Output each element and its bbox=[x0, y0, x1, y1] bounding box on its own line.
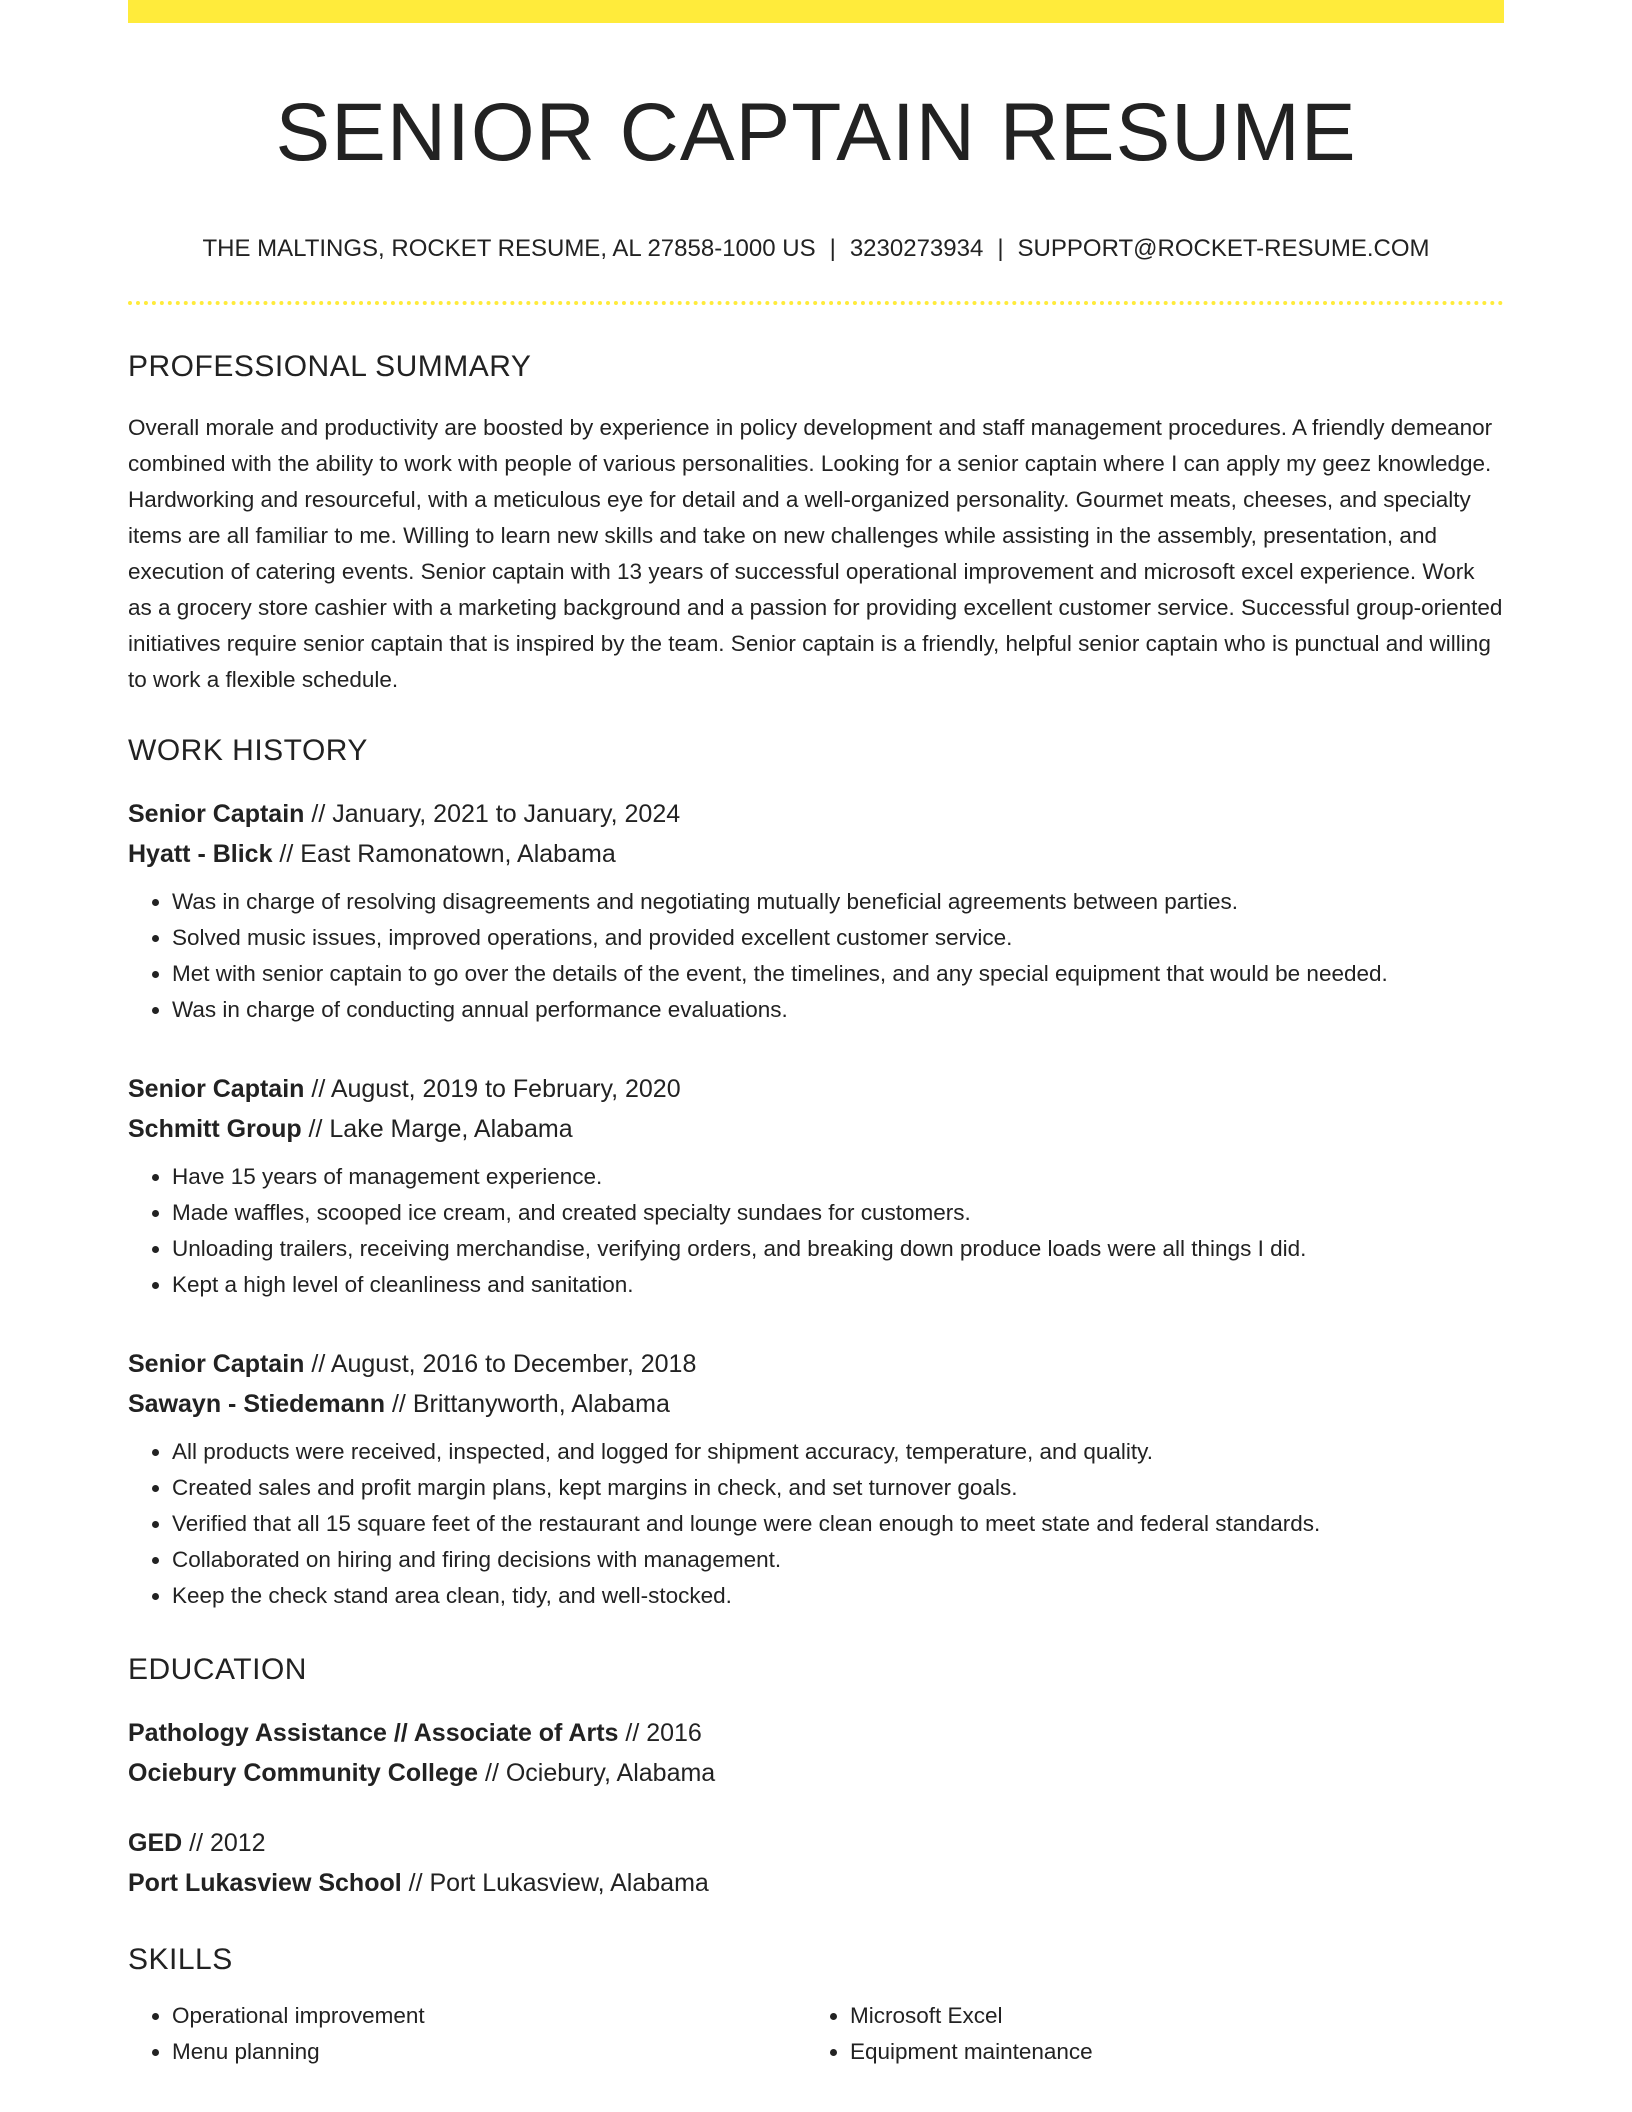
education-degree: GED bbox=[128, 1829, 183, 1857]
job-bullet: • Was in charge of resolving disagreements and negotiating mutually beneficial agreements between parties. bbox=[172, 884, 1504, 920]
job-bullet: • Solved music issues, improved operations, and provided excellent customer service. bbox=[172, 920, 1504, 956]
job-company: Sawayn - Stiedemann bbox=[128, 1390, 386, 1418]
skills-column-left bbox=[128, 1998, 806, 2070]
job-bullets bbox=[128, 1159, 1504, 1303]
job-entry bbox=[128, 1069, 1504, 1303]
job-title: Senior Captain bbox=[128, 1350, 305, 1378]
education-location: // Port Lukasview, Alabama bbox=[401, 1869, 709, 1897]
education-school-line bbox=[128, 1863, 1504, 1903]
education-heading: EDUCATION bbox=[128, 1653, 307, 1686]
job-bullet: • Was in charge of conducting annual performance evaluations. bbox=[172, 992, 1504, 1028]
job-role-line bbox=[128, 794, 1504, 834]
education-location: // Ociebury, Alabama bbox=[478, 1759, 716, 1787]
skills-list bbox=[128, 1998, 1504, 2070]
job-dates: // January, 2021 to January, 2024 bbox=[304, 800, 681, 828]
header-divider bbox=[128, 301, 1504, 305]
job-bullet: • Kept a high level of cleanliness and sanitation. bbox=[172, 1267, 1504, 1303]
job-bullet: • Collaborated on hiring and firing decisions with management. bbox=[172, 1542, 1504, 1578]
job-company-line bbox=[128, 1109, 1504, 1149]
education-degree: Pathology Assistance // Associate of Arts bbox=[128, 1719, 619, 1747]
job-bullet: • Met with senior captain to go over the details of the event, the timelines, and any special equipment that would be needed. bbox=[172, 956, 1504, 992]
contact-line bbox=[128, 233, 1504, 265]
job-bullet: • Have 15 years of management experience. bbox=[172, 1159, 1504, 1195]
education-degree-line bbox=[128, 1823, 1504, 1863]
job-bullets bbox=[128, 1434, 1504, 1614]
contact-address: THE MALTINGS, ROCKET RESUME, AL 27858-1000 US bbox=[202, 235, 816, 262]
job-title: Senior Captain bbox=[128, 1075, 305, 1103]
job-company: Schmitt Group bbox=[128, 1115, 302, 1143]
skill-item: • Operational improvement bbox=[172, 1998, 806, 2034]
contact-separator: | bbox=[829, 235, 836, 262]
job-bullet: • Keep the check stand area clean, tidy, and well-stocked. bbox=[172, 1578, 1504, 1614]
job-location: // Lake Marge, Alabama bbox=[301, 1115, 573, 1143]
contact-email[interactable]: SUPPORT@ROCKET-RESUME.COM bbox=[1017, 235, 1430, 262]
work-history-heading: WORK HISTORY bbox=[128, 734, 368, 767]
job-company-line bbox=[128, 834, 1504, 874]
job-company: Hyatt - Blick bbox=[128, 840, 273, 868]
job-location: // Brittanyworth, Alabama bbox=[385, 1390, 670, 1418]
job-bullet: • Created sales and profit margin plans, kept margins in check, and set turnover goals. bbox=[172, 1470, 1504, 1506]
contact-separator: | bbox=[997, 235, 1004, 262]
skill-item: • Equipment maintenance bbox=[850, 2034, 1484, 2070]
job-dates: // August, 2016 to December, 2018 bbox=[304, 1350, 697, 1378]
education-school: Port Lukasview School bbox=[128, 1869, 402, 1897]
job-bullets bbox=[128, 884, 1504, 1028]
skills-column-right bbox=[806, 1998, 1484, 2070]
summary-heading: PROFESSIONAL SUMMARY bbox=[128, 350, 532, 383]
job-entry bbox=[128, 1344, 1504, 1614]
job-company-line bbox=[128, 1384, 1504, 1424]
education-entry bbox=[128, 1823, 1504, 1903]
job-title: Senior Captain bbox=[128, 800, 305, 828]
job-bullet: • Unloading trailers, receiving merchandise, verifying orders, and breaking down produce loads were all things I did. bbox=[172, 1231, 1504, 1267]
job-bullet: • All products were received, inspected, and logged for shipment accuracy, temperature, and quality. bbox=[172, 1434, 1504, 1470]
education-year: // 2012 bbox=[182, 1829, 266, 1857]
skill-item: • Menu planning bbox=[172, 2034, 806, 2070]
job-role-line bbox=[128, 1344, 1504, 1384]
job-location: // East Ramonatown, Alabama bbox=[272, 840, 616, 868]
skill-item: • Microsoft Excel bbox=[850, 1998, 1484, 2034]
job-bullet: • Verified that all 15 square feet of the restaurant and lounge were clean enough to meet state and federal standards. bbox=[172, 1506, 1504, 1542]
summary-text: Overall morale and productivity are boosted by experience in policy development and staff management procedures. A friendly demeanor combined with the ability to work with people of various personalities. Looking for a senior captain where I can apply my geez knowledge. Hardworking and resourceful, with a meticulous eye for detail and a well-organized personality. Gourmet meats, cheeses, and specialty items are all familiar to me. Willing to learn new skills and take on new challenges while assisting in the assembly, presentation, and execution of catering events. Senior captain with 13 years of successful operational improvement and microsoft excel experience. Work as a grocery store cashier with a marketing background and a passion for providing excellent customer service. Successful group-oriented initiatives require senior captain that is inspired by the team. Senior captain is a friendly, helpful senior captain who is punctual and willing to work a flexible schedule. bbox=[128, 415, 1503, 692]
education-entry bbox=[128, 1713, 1504, 1793]
job-bullet: • Made waffles, scooped ice cream, and created specialty sundaes for customers. bbox=[172, 1195, 1504, 1231]
top-accent-bar bbox=[128, 0, 1504, 23]
resume-title: SENIOR CAPTAIN RESUME bbox=[275, 87, 1357, 178]
education-school: Ociebury Community College bbox=[128, 1759, 479, 1787]
job-entry bbox=[128, 794, 1504, 1028]
job-role-line bbox=[128, 1069, 1504, 1109]
resume-page bbox=[128, 0, 1504, 2070]
job-dates: // August, 2019 to February, 2020 bbox=[304, 1075, 681, 1103]
education-degree-line bbox=[128, 1713, 1504, 1753]
education-school-line bbox=[128, 1753, 1504, 1793]
education-year: // 2016 bbox=[618, 1719, 702, 1747]
skills-heading: SKILLS bbox=[128, 1943, 233, 1976]
contact-phone[interactable]: 3230273934 bbox=[849, 235, 984, 262]
